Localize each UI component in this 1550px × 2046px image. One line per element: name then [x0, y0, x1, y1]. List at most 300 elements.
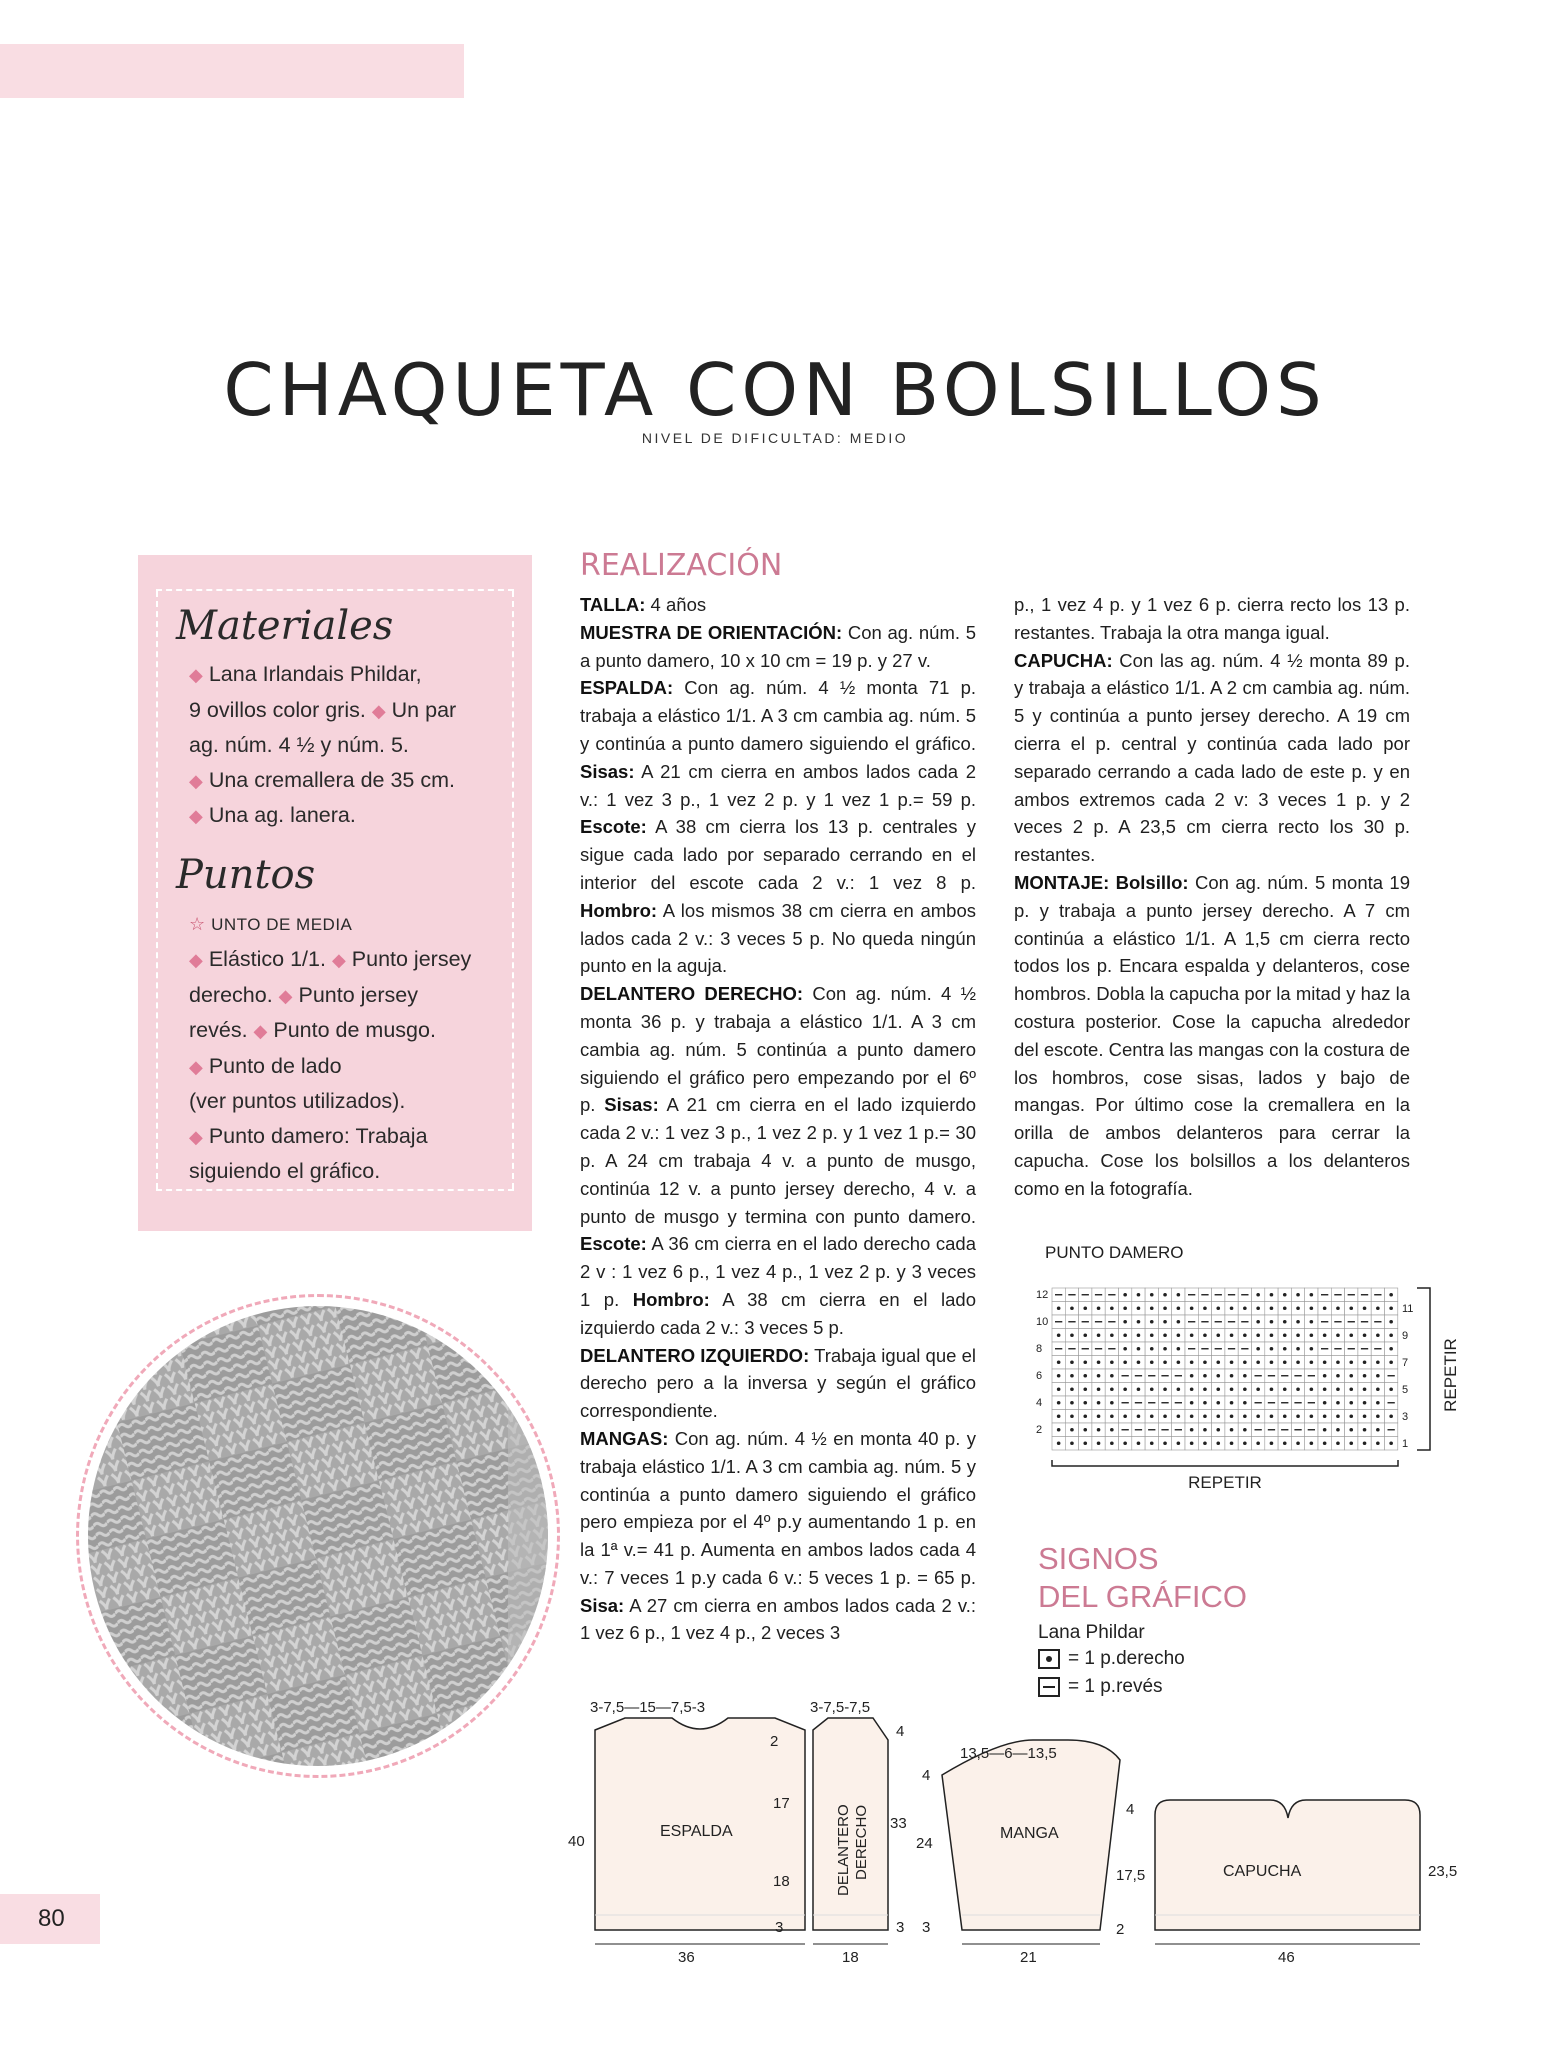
espalda-label: ESPALDA — [660, 1823, 733, 1840]
knit-mark — [1270, 1387, 1274, 1391]
knit-mark — [1336, 1306, 1340, 1310]
capucha-right-measure: 23,5 — [1428, 1863, 1458, 1880]
delantero-right-top: 4 — [896, 1723, 905, 1740]
knit-mark — [1256, 1293, 1260, 1297]
knit-mark — [1097, 1401, 1101, 1405]
knit-mark — [1376, 1333, 1380, 1337]
knit-mark — [1190, 1414, 1194, 1418]
knit-mark — [1123, 1387, 1127, 1391]
stitches-line: (ver puntos utilizados). — [189, 1089, 406, 1113]
knit-mark — [1283, 1360, 1287, 1364]
knit-mark — [1230, 1414, 1234, 1418]
instruction-label: Escote: — [580, 1233, 647, 1255]
knit-mark — [1110, 1360, 1114, 1364]
page-title: CHAQUETA CON BOLSILLOS — [223, 348, 1327, 432]
knit-mark — [1283, 1333, 1287, 1337]
knit-mark — [1363, 1401, 1367, 1405]
knit-mark — [1336, 1387, 1340, 1391]
knit-mark — [1389, 1306, 1393, 1310]
knit-mark — [1376, 1428, 1380, 1432]
knit-mark — [1203, 1333, 1207, 1337]
knit-mark — [1137, 1320, 1141, 1324]
knit-mark — [1310, 1293, 1314, 1297]
knit-mark — [1270, 1414, 1274, 1418]
knit-mark — [1283, 1414, 1287, 1418]
knit-mark — [1163, 1306, 1167, 1310]
knit-mark — [1123, 1306, 1127, 1310]
knit-mark — [1376, 1306, 1380, 1310]
signs-yarn: Lana Phildar — [1038, 1622, 1145, 1643]
knit-mark — [1349, 1374, 1353, 1378]
capucha-label: CAPUCHA — [1223, 1863, 1302, 1880]
knit-mark — [1083, 1401, 1087, 1405]
knit-mark — [1230, 1360, 1234, 1364]
instruction-text: A 38 cm cierra los 13 p. centrales y sigue cada lado por separado cerrando en el interior del escote cada 2 v.: 1 vez 8 p. — [580, 816, 976, 893]
stitch-chart-grid — [1030, 1270, 1470, 1520]
knit-mark — [1310, 1333, 1314, 1337]
instruction-text: A 38 cm cierra en el lado izquierdo cada 2 v.: 3 veces 5 p. — [580, 1288, 977, 1338]
knit-mark — [1243, 1333, 1247, 1337]
knit-mark — [1310, 1414, 1314, 1418]
knit-mark — [1230, 1374, 1234, 1378]
knit-mark — [1216, 1414, 1220, 1418]
knit-mark — [1070, 1333, 1074, 1337]
knit-mark — [1363, 1374, 1367, 1378]
instruction-label: MANGAS: — [580, 1427, 669, 1449]
knit-mark — [1203, 1428, 1207, 1432]
manga-label: MANGA — [1000, 1825, 1059, 1842]
knit-mark — [1349, 1428, 1353, 1432]
instruction-text: A 21 cm cierra en ambos lados cada 2 v.: 1 vez 3 p., 1 vez 2 p. y 1 vez 1 p.= 59 p. — [580, 760, 976, 810]
knit-mark — [1363, 1387, 1367, 1391]
knit-mark — [1203, 1306, 1207, 1310]
instruction-label: Sisa: — [580, 1594, 625, 1616]
knit-mark — [1070, 1441, 1074, 1445]
knit-mark — [1323, 1441, 1327, 1445]
knit-mark — [1270, 1360, 1274, 1364]
knit-mark — [1097, 1387, 1101, 1391]
knit-mark — [1150, 1306, 1154, 1310]
knit-mark — [1137, 1306, 1141, 1310]
knit-mark — [1177, 1387, 1181, 1391]
knit-mark — [1256, 1320, 1260, 1324]
instruction-text: Con las ag. núm. 4 ½ monta 89 p. y trabaja a elástico 1/1. A 2 cm cambia ag. núm. 5 y continúa a punto jersey derecho. A 19 cm cierra el p. central y continúa cada lado por separado cerrando a cada lado de este p. y en ambos extremos cada 2 v: 3 veces 1 p. y 2 veces 2 p. A 23,5 cm cierra recto los 30 p. restantes. — [1014, 649, 1410, 866]
knit-mark — [1256, 1347, 1260, 1351]
knit-mark — [1177, 1333, 1181, 1337]
knit-mark — [1216, 1401, 1220, 1405]
knit-texture-image — [88, 1306, 548, 1766]
knit-mark — [1163, 1360, 1167, 1364]
knit-mark — [1363, 1441, 1367, 1445]
knit-mark — [1110, 1333, 1114, 1337]
row-label-right: 11 — [1402, 1303, 1414, 1315]
knit-mark — [1283, 1293, 1287, 1297]
delantero-right-measure: 33 — [890, 1815, 907, 1832]
materials-line: ag. núm. 4 ½ y núm. 5. — [189, 733, 409, 757]
instruction-text: Con ag. núm. 4 ½ monta 71 p. trabaja a elástico 1/1. A 3 cm cambia ag. núm. 5 y continúa a punto damero siguiendo el gráfico. — [580, 677, 976, 754]
delantero-bottom-measure: 18 — [842, 1949, 859, 1966]
stitches-line: siguiendo el gráfico. — [189, 1159, 381, 1183]
knit-mark — [1243, 1441, 1247, 1445]
row-label-left: 10 — [1036, 1316, 1049, 1328]
knit-mark — [1230, 1428, 1234, 1432]
knit-mark — [1256, 1360, 1260, 1364]
manga-left-measure: 24 — [916, 1835, 933, 1852]
knit-mark — [1296, 1293, 1300, 1297]
knit-mark — [1256, 1414, 1260, 1418]
knit-mark — [1137, 1347, 1141, 1351]
knit-mark — [1163, 1320, 1167, 1324]
espalda-schematic — [568, 1700, 805, 1966]
diamond-icon: ◆ — [278, 985, 293, 1006]
knit-mark — [1336, 1333, 1340, 1337]
knit-mark — [1349, 1360, 1353, 1364]
knit-mark — [1336, 1374, 1340, 1378]
knit-mark — [1123, 1320, 1127, 1324]
knit-mark — [1110, 1414, 1114, 1418]
knit-mark — [1336, 1414, 1340, 1418]
knit-mark — [1270, 1347, 1274, 1351]
garment-schematics — [560, 1700, 1550, 1970]
instruction-label: DELANTERO IZQUIERDO: — [580, 1344, 810, 1366]
knit-mark — [1057, 1428, 1061, 1432]
delantero-top-measure: 3-7,5-7,5 — [810, 1700, 871, 1716]
delantero-schematic — [810, 1700, 907, 1966]
knit-mark — [1256, 1441, 1260, 1445]
knit-mark — [1070, 1414, 1074, 1418]
espalda-right-top: 2 — [770, 1733, 779, 1750]
knit-mark — [1310, 1360, 1314, 1364]
knit-mark — [1083, 1374, 1087, 1378]
sign-derecho-label: = 1 p.derecho — [1068, 1648, 1185, 1669]
knit-mark — [1336, 1441, 1340, 1445]
diamond-icon: ◆ — [189, 665, 203, 685]
knit-mark — [1070, 1374, 1074, 1378]
stitches-intro: UNTO DE MEDIA — [211, 914, 353, 934]
row-label-right: 9 — [1402, 1330, 1409, 1342]
espalda-top-measure: 3-7,5—15—7,5-3 — [590, 1700, 706, 1716]
knit-mark — [1150, 1387, 1154, 1391]
espalda-bottom-measure: 36 — [678, 1949, 695, 1966]
manga-left-bottom: 3 — [922, 1919, 931, 1936]
knit-mark — [1150, 1320, 1154, 1324]
row-label-right: 7 — [1402, 1357, 1409, 1369]
knit-mark — [1243, 1360, 1247, 1364]
knit-mark — [1296, 1306, 1300, 1310]
stitches-line: Punto jersey — [351, 947, 472, 971]
instruction-text: A 27 cm cierra en ambos lados cada 2 v.: 1 vez 6 p., 1 vez 4 p., 2 veces 3 — [580, 1594, 976, 1644]
knit-mark — [1163, 1441, 1167, 1445]
knit-mark — [1070, 1360, 1074, 1364]
sign-derecho — [1038, 1648, 1185, 1670]
knit-stitch-icon — [1038, 1649, 1060, 1669]
knit-mark — [1296, 1333, 1300, 1337]
materials-dashed-frame — [156, 589, 514, 1191]
knit-mark — [1323, 1387, 1327, 1391]
knit-mark — [1190, 1306, 1194, 1310]
diamond-icon: ◆ — [371, 700, 386, 721]
knit-mark — [1177, 1360, 1181, 1364]
knit-mark — [1150, 1441, 1154, 1445]
instruction-label: Sisas: — [604, 1094, 659, 1116]
knit-mark — [1376, 1360, 1380, 1364]
knit-mark — [1270, 1441, 1274, 1445]
knit-mark — [1070, 1401, 1074, 1405]
knit-mark — [1150, 1414, 1154, 1418]
instruction-text: A los mismos 38 cm cierra en ambos lados cada 2 v.: 3 veces 5 p. No queda ningún punto en la aguja. — [580, 899, 976, 977]
knit-mark — [1230, 1306, 1234, 1310]
materials-box — [138, 555, 532, 1231]
capucha-left-top: 4 — [1126, 1801, 1135, 1818]
knit-mark — [1083, 1428, 1087, 1432]
manga-schematic — [916, 1740, 1120, 1966]
delantero-label-2: DERECHO — [853, 1804, 870, 1880]
knit-mark — [1230, 1333, 1234, 1337]
capucha-left-bottom: 2 — [1116, 1921, 1125, 1938]
knit-mark — [1070, 1428, 1074, 1432]
signs-heading — [1038, 1540, 1247, 1616]
knit-mark — [1177, 1320, 1181, 1324]
instruction-text: Con ag. núm. 4 ½ en monta 40 p. y trabaja elástico 1/1. A 3 cm cambia ag. núm. 5 y continúa a punto damero siguiendo el gráfico pero empieza por el 4º p.y aumentando 1 p. en la 1ª v.= 41 p. Aumenta en ambos lados cada 4 v.: 7 veces 1 p.y cada 6 v.: 5 veces 1 p. = 65 p. — [580, 1427, 976, 1588]
knit-mark — [1243, 1374, 1247, 1378]
knit-mark — [1137, 1441, 1141, 1445]
instruction-text: 4 años — [645, 594, 707, 615]
knit-mark — [1389, 1441, 1393, 1445]
instruction-text: p., 1 vez 4 p. y 1 vez 6 p. cierra recto los 13 p. restantes. Trabaja la otra manga igual. — [1014, 594, 1410, 643]
knit-mark — [1150, 1333, 1154, 1337]
knit-mark — [1376, 1374, 1380, 1378]
knit-mark — [1323, 1360, 1327, 1364]
knit-mark — [1110, 1401, 1114, 1405]
punto-damero-chart — [1030, 1270, 1470, 1520]
knit-mark — [1190, 1374, 1194, 1378]
knit-mark — [1323, 1374, 1327, 1378]
knit-mark — [1323, 1333, 1327, 1337]
capucha-schematic — [1116, 1800, 1457, 1966]
knit-mark — [1123, 1347, 1127, 1351]
knit-mark — [1163, 1293, 1167, 1297]
knit-mark — [1137, 1414, 1141, 1418]
knit-mark — [1177, 1306, 1181, 1310]
knit-mark — [1389, 1414, 1393, 1418]
knit-mark — [1137, 1387, 1141, 1391]
knit-mark — [1216, 1374, 1220, 1378]
knit-mark — [1283, 1441, 1287, 1445]
instruction-label: Hombro: — [580, 899, 658, 921]
knit-mark — [1310, 1306, 1314, 1310]
stitches-line: Punto de musgo. — [273, 1018, 436, 1042]
knit-mark — [1270, 1306, 1274, 1310]
manga-bottom-measure: 21 — [1020, 1949, 1037, 1966]
knit-mark — [1057, 1306, 1061, 1310]
knit-mark — [1389, 1333, 1393, 1337]
knit-mark — [1296, 1387, 1300, 1391]
knit-mark — [1389, 1320, 1393, 1324]
knit-mark — [1203, 1441, 1207, 1445]
knit-mark — [1283, 1387, 1287, 1391]
knit-mark — [1336, 1428, 1340, 1432]
knit-mark — [1110, 1428, 1114, 1432]
knit-mark — [1296, 1441, 1300, 1445]
knit-mark — [1230, 1401, 1234, 1405]
knit-mark — [1203, 1387, 1207, 1391]
knit-mark — [1123, 1360, 1127, 1364]
knit-mark — [1296, 1360, 1300, 1364]
knit-mark — [1177, 1441, 1181, 1445]
chart-title: PUNTO DAMERO — [1045, 1243, 1184, 1262]
delantero-right-bottom: 3 — [896, 1919, 905, 1936]
stitches-line: Punto jersey — [298, 982, 418, 1007]
knit-mark — [1230, 1387, 1234, 1391]
instruction-label: Hombro: — [632, 1288, 710, 1310]
knit-mark — [1137, 1360, 1141, 1364]
stitches-line: Punto damero: Trabaja — [208, 1123, 428, 1148]
repeat-label-side: REPETIR — [1441, 1338, 1460, 1412]
diamond-icon: ◆ — [189, 806, 203, 826]
knit-mark — [1270, 1333, 1274, 1337]
knit-mark — [1243, 1387, 1247, 1391]
knit-mark — [1190, 1441, 1194, 1445]
stitches-list — [156, 906, 514, 1189]
knit-mark — [1256, 1306, 1260, 1310]
knit-mark — [1296, 1347, 1300, 1351]
knit-mark — [1216, 1306, 1220, 1310]
knit-mark — [1349, 1441, 1353, 1445]
knit-mark — [1190, 1428, 1194, 1432]
instruction-text: Con ag. núm. 5 monta 19 p. y trabaja a punto jersey derecho. A 7 cm continúa a elástico 1/1. A 1,5 cm cierra recto todos los p. Encara espalda y delanteros, cose hombros. Dobla la capucha por la mitad y haz la costura posterior. Cose la capucha alrededor del escote. Centra las mangas con la costura de los hombros, cose sisas, lados y bajo de mangas. Por último cose la cremallera en la orilla de ambos delanteros para cerrar la capucha. Cose los bolsillos a los delanteros como en la fotografía. — [1014, 871, 1411, 1199]
knit-mark — [1376, 1401, 1380, 1405]
knit-mark — [1203, 1360, 1207, 1364]
knit-mark — [1203, 1401, 1207, 1405]
sign-reves-label: = 1 p.revés — [1068, 1676, 1163, 1697]
knit-mark — [1123, 1293, 1127, 1297]
knit-mark — [1057, 1374, 1061, 1378]
knit-mark — [1163, 1414, 1167, 1418]
materials-line: 9 ovillos color gris. — [189, 697, 366, 722]
knit-mark — [1057, 1401, 1061, 1405]
materials-heading: Materiales — [176, 603, 394, 649]
knit-mark — [1376, 1414, 1380, 1418]
knit-mark — [1097, 1333, 1101, 1337]
knit-mark — [1097, 1374, 1101, 1378]
knit-mark — [1163, 1347, 1167, 1351]
espalda-right-bottom: 3 — [775, 1919, 784, 1936]
signs-heading-line: SIGNOS — [1038, 1541, 1159, 1576]
diamond-icon: ◆ — [189, 950, 203, 970]
knit-mark — [1083, 1306, 1087, 1310]
knit-mark — [1323, 1414, 1327, 1418]
knit-mark — [1270, 1293, 1274, 1297]
knit-mark — [1190, 1387, 1194, 1391]
knit-mark — [1363, 1306, 1367, 1310]
diamond-icon: ◆ — [189, 1056, 203, 1077]
knit-mark — [1389, 1360, 1393, 1364]
capucha-left-measure: 17,5 — [1116, 1867, 1146, 1884]
repeat-label-bottom: REPETIR — [1188, 1473, 1262, 1492]
delantero-label-1: DELANTERO — [835, 1804, 852, 1896]
row-label-left: 12 — [1036, 1289, 1049, 1301]
knit-mark — [1110, 1387, 1114, 1391]
knit-mark — [1083, 1441, 1087, 1445]
knit-mark — [1256, 1387, 1260, 1391]
knit-mark — [1256, 1333, 1260, 1337]
top-accent-bar — [0, 44, 464, 98]
knit-mark — [1123, 1414, 1127, 1418]
instruction-text: Trabaja igual que el derecho pero a la inversa y según el gráfico correspondiente. — [580, 1344, 976, 1422]
instruction-text: A 36 cm cierra en el lado derecho cada 2 v : 1 vez 6 p., 1 vez 4 p., 1 vez 2 p. y 3 veces 1 p. — [580, 1233, 976, 1310]
knit-mark — [1150, 1293, 1154, 1297]
knit-mark — [1097, 1428, 1101, 1432]
instruction-label: DELANTERO DERECHO: — [580, 983, 804, 1005]
knit-mark — [1310, 1387, 1314, 1391]
realizacion-heading: REALIZACIÓN — [580, 548, 783, 583]
purl-stitch-icon — [1038, 1677, 1060, 1697]
knit-mark — [1349, 1414, 1353, 1418]
knit-mark — [1123, 1333, 1127, 1337]
diamond-icon: ◆ — [253, 1021, 268, 1041]
diamond-icon: ◆ — [189, 1126, 203, 1147]
knit-mark — [1296, 1320, 1300, 1324]
knit-mark — [1349, 1333, 1353, 1337]
stitches-line: Elástico 1/1. — [208, 947, 326, 971]
knit-mark — [1137, 1293, 1141, 1297]
stitches-line: revés. — [189, 1018, 248, 1042]
knit-mark — [1310, 1320, 1314, 1324]
materials-list — [156, 657, 514, 834]
diamond-icon: ◆ — [331, 950, 346, 970]
knit-mark — [1349, 1401, 1353, 1405]
knit-mark — [1083, 1387, 1087, 1391]
knit-mark — [1137, 1333, 1141, 1337]
knit-mark — [1310, 1441, 1314, 1445]
stitches-heading: Puntos — [176, 851, 316, 898]
knit-mark — [1323, 1428, 1327, 1432]
knit-mark — [1243, 1306, 1247, 1310]
instruction-label: MONTAJE: Bolsillo: — [1014, 871, 1189, 893]
materials-line: Una ag. lanera. — [208, 803, 356, 827]
knit-mark — [1323, 1306, 1327, 1310]
knit-mark — [1349, 1306, 1353, 1310]
instruction-label: Sisas: — [580, 760, 635, 782]
row-label-left: 2 — [1036, 1424, 1043, 1436]
knit-mark — [1363, 1414, 1367, 1418]
knit-mark — [1190, 1360, 1194, 1364]
knit-mark — [1230, 1441, 1234, 1445]
stitches-line: derecho. — [189, 982, 273, 1007]
knit-mark — [1150, 1347, 1154, 1351]
capucha-bottom-measure: 46 — [1278, 1949, 1295, 1966]
stitches-line: Punto de lado — [208, 1053, 342, 1078]
knit-mark — [1283, 1306, 1287, 1310]
knit-mark — [1216, 1360, 1220, 1364]
instruction-text: Con ag. núm. 4 ½ monta 36 p. y trabaja a elástico 1/1. A 3 cm cambia ag. núm. 5 continúa a punto damero siguiendo el gráfico pero empezando por el 6º p. — [580, 983, 977, 1116]
row-label-right: 5 — [1402, 1384, 1409, 1396]
knit-mark — [1216, 1333, 1220, 1337]
sign-reves — [1038, 1676, 1163, 1698]
espalda-right-low: 18 — [773, 1873, 790, 1890]
knit-mark — [1163, 1387, 1167, 1391]
knit-mark — [1057, 1333, 1061, 1337]
materials-line: Un par — [391, 697, 457, 722]
repeat-bracket-side — [1417, 1288, 1430, 1450]
knit-mark — [1376, 1441, 1380, 1445]
knit-mark — [1097, 1306, 1101, 1310]
knit-mark — [1190, 1401, 1194, 1405]
espalda-left-measure: 40 — [568, 1833, 585, 1850]
row-label-right: 3 — [1402, 1411, 1409, 1423]
knit-mark — [1270, 1320, 1274, 1324]
knit-mark — [1349, 1387, 1353, 1391]
